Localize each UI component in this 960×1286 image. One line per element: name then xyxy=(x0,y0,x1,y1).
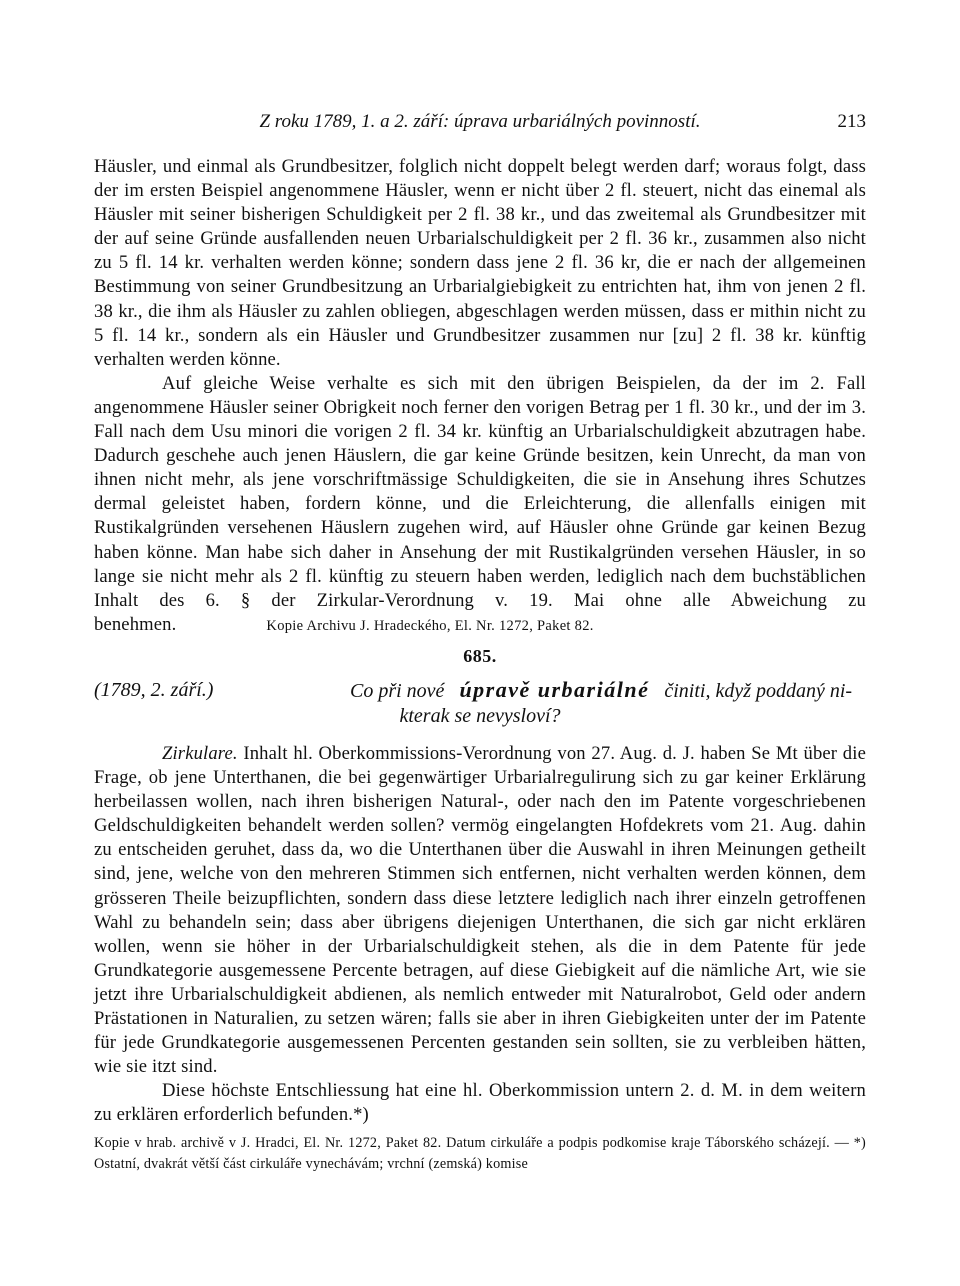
title-bold: úpravě urbariálné xyxy=(459,677,650,702)
title-pre: Co při nové xyxy=(350,680,445,702)
text-block-top xyxy=(94,155,866,638)
footnote: Kopie v hrab. archivě v J. Hradci, El. Nr. 1272, Paket 82. Datum cirkuláře a podpis podkomise kraje Táborského scházejí. — *) Ostatní, dvakrát větší část cirkuláře vynechávám; vrchní (zemská) komise xyxy=(94,1135,866,1172)
title-date: (1789, 2. září.) xyxy=(94,679,214,701)
page-header xyxy=(94,111,866,137)
paragraph-3-text: Inhalt hl. Oberkommissions-Verordnung von 27. Aug. d. J. haben Se Mt über die Frage, ob jene Unterthanen, die bei gegenwärtiger Urbarialregulirung sich zu gar keiner Erklärung herbeilassen wollen, nach ihren bisherigen Natural-, oder nach den im Patente vorgeschriebenen Geldschuldigkeiten behandelt werden sollen? vermög eingelangten Hofdekrets vom 21. Aug. dahin zu entscheiden geruhet, dass da, wo die Unterthanen über die Auswahl in ihren Meinungen getheilt sind, jene, welche von den mehreren Stimmen sich entfernen, nicht verhalten werden können, dem grösseren Theile beizupflichten, sondern dass diese letztere lediglich nach ihrer einzeln getroffenen Wahl zu behandeln sein; dass aber übrigens diejenigen Unterthanen, die sich gar nicht erklären wollen, wenn sie höher in der Urbarialschuldigkeit stehen, als die in dem Patente für jede Grundkategorie ausgemessene Percente betragen, auf diese Giebigkeit auf die nämliche Art, wie sie jetzt ihre Urbarialschuldigkeit abdienen, als nemlich entweder mit Naturalrobot, Geld oder andern Prästationen in Naturalien, zu setzen wären; falls sie aber in ihren Giebigkeiten unter der im Patente für jede Grundkategorie ausgemessenen Percenten gestanden sein sollten, sie zu verbleiben hätten, wie sie itzt sind. xyxy=(94,743,866,1078)
paragraph-2-text: Auf gleiche Weise verhalte es sich mit den übrigen Beispielen, da der im 2. Fall angenommene Häusler seiner Obrigkeit noch ferner den vorigen Betrag per 1 fl. 30 kr., und der im 3. Fall nach dem Usu minori die vorigen 2 fl. 34 kr. künftig an Urbarialschuldigkeit abzutragen habe. Dadurch geschehe auch jenen Häuslern, die gar keine Gründe besitzen, kein Unrecht, da man von ihnen nicht mehr, als jene vorschriftmässige Schuldigkeiten, die sie in Ansehung ihres Schutzes dermal geleistet haben, fordern könne, und die Erleichterung, die allenfalls einigen mit Rustikalgründen versehenen Häuslern zugehen wird, auf Häusler ohne Gründe gar keinen Bezug haben könne. Man habe sich daher in Ansehung der mit Rustikalgründen versehen Häusler, in so lange sie nicht mehr als 2 fl. künftig zu steuern haben werden, lediglich nach dem buchstäblichen Inhalt des 6. § der Zirkular-Verordnung v. 19. Mai ohne alle Abweichung zu benehmen. xyxy=(94,372,866,635)
paragraph-3 xyxy=(94,742,866,1079)
source-citation: Kopie Archivu J. Hradeckého, El. Nr. 1272, Paket 82. xyxy=(266,617,594,634)
paragraph-1: Häusler, und einmal als Grundbesitzer, folglich nicht doppelt belegt werden darf; woraus folgt, dass der im ersten Beispiel angenommene Häusler, wenn er nicht über 2 fl. steuert, nicht das einemal als Häusler mit seiner bisherigen Schuldigkeit per 2 fl. 38 kr., und das zweitemal als Grundbesitzer mit der auf seine Gründe ausfallenden neuen Urbarialschuldigkeit per 2 fl. 36 kr., zusammen also nicht zu 5 fl. 14 kr. verhalten werden könne; sondern dass jene 2 fl. 36 kr, die er nach der allgemeinen Bestimmung von seiner Grundbesitzung an Urbarialgiebigkeit zu entrichten hat, ihm von jenen 2 fl. 38 kr., die ihm als Häusler zu zahlen obliegen, abgeschlagen werden müssen, dass er mithin nicht zu 5 fl. 14 kr., sondern als ein Häusler und Grundbesitzer zusammen nur [zu] 2 fl. 38 kr. künftig verhalten werden könne. xyxy=(94,156,866,370)
paragraph-2 xyxy=(94,372,866,638)
document-number: 685. xyxy=(463,646,497,666)
paragraph-3-lead: Zirkulare. xyxy=(162,743,238,764)
paragraph-4: Diese höchste Entschliessung hat eine hl. Oberkommission untern 2. d. M. in dem weitern zu erklären erforderlich befunden.*) xyxy=(94,1080,866,1126)
text-block-bottom xyxy=(94,742,866,1128)
running-head: Z roku 1789, 1. a 2. září: úprava urbariálných povinností. xyxy=(259,111,701,132)
page-number: 213 xyxy=(837,111,866,132)
title-post: činiti, když poddaný ni- xyxy=(664,680,853,702)
title-line-2: kterak se nevysloví? xyxy=(399,705,561,727)
title-line-1 xyxy=(94,676,866,705)
